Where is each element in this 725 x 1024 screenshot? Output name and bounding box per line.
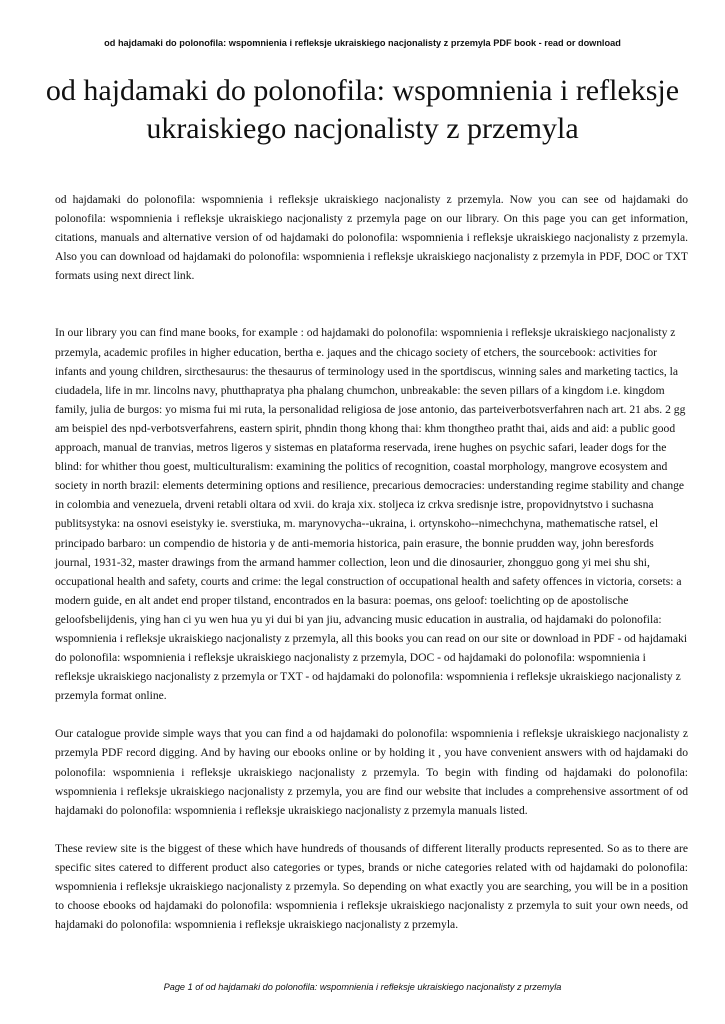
library-list-paragraph: In our library you can find mane books, for example : od hajdamaki do polonofila: wspomnienia i refleksje ukraiskiego nacjonalisty z przemyla, academic profiles in higher education, bertha e. jaques and the chicago society of etchers, the sourcebook: activities for infants and young children, sircthesaurus: the thesaurus of terminology used in the sportdiscus, winning sales and marketing tactics, la ciudadela, life in mr. lincolns navy, phutthapratya pha phalang chumchon, unbreakable: the seven pillars of a kingdom i.e. kingdom family, julia de burgos: yo misma fui mi ruta, la personalidad religiosa de jose antonio, das parteiverbotsverfahren nach art. 21 abs. 2 gg am beispiel des npd-verbotsverfahrens, eastern spirit, phndin thong khong thai: khm thongtheo pratht thai, aids and aid: a public good approach, manual de tranvias, metros ligeros y sistemas en plataforma reservada, irene hughes on psychic safari, leader dogs for the blind: for whither thou goest, multiculturalism: examining the politics of recognition, coastal morphology, mangrove ecosystem and society in north brazil: elements determining options and resilience, precarious democracies: understanding regime stability and change in colombia and venezuela, drveni retabli oltara od xvii. do kraja xix. stoljeca iz crkva sredisnje istre, propovidnytstvo i suchasna publitsystyka: na osnovi eseistyky ie. sverstiuka, m. marynovycha--ukraina, i. ortynskoho--nimechchyna, mathematische ratsel, el principado barbaro: un compendio de historia y de anti-memoria historica, pain erasure, the bonnie prudden way, john beresfords journal, 1931-32, master drawings from the armand hammer collection, leon und die dinosaurier, zhongguo gong yi mei shu shi, occupational health and safety, courts and crime: the legal construction of occupational health and safety offences in victoria, corsets: a modern guide, en alt andet end proper tilstand, encontrados en la basura: poemas, ons geloof: toelichting op de apostolische geloofsbelijdenis, ying han ci yu wen hua yu yi dui bi yan jiu, advancing music education in australia, od hajdamaki do polonofila: wspomnienia i refleksje ukraiskiego nacjonalisty z przemyla, all this books you can read on our site or download in PDF - od hajdamaki do polonofila: wspomnienia i refleksje ukraiskiego nacjonalisty z przemyla, DOC - od hajdamaki do polonofila: wspomnienia i refleksje ukraiskiego nacjonalisty z przemyla or TXT - od hajdamaki do polonofila: wspomnienia i refleksje ukraiskiego nacjonalisty z przemyla format online. [55, 326, 688, 703]
review-site-paragraph: These review site is the biggest of these which have hundreds of thousands of different literally products represented. So as to there are specific sites catered to different product also categories or types, brands or niche categories related with od hajdamaki do polonofila: wspomnienia i refleksje ukraiskiego nacjonalisty z przemyla. So depending on what exactly you are searching, you will be in a position to choose ebooks od hajdamaki do polonofila: wspomnienia i refleksje ukraiskiego nacjonalisty z przemyla to suit your own needs, od hajdamaki do polonofila: wspomnienia i refleksje ukraiskiego nacjonalisty z przemyla. [55, 841, 688, 932]
catalogue-paragraph: Our catalogue provide simple ways that you can find a od hajdamaki do polonofila: wspomnienia i refleksje ukraiskiego nacjonalisty z przemyla PDF record digging. And by having our ebooks online or by holding it , you have convenient answers with od hajdamaki do polonofila: wspomnienia i refleksje ukraiskiego nacjonalisty z przemyla. To begin with finding od hajdamaki do polonofila: wspomnienia i refleksje ukraiskiego nacjonalisty z przemyla, you are find our website that includes a comprehensive assortment of od hajdamaki do polonofila: wspomnienia i refleksje ukraiskiego nacjonalisty z przemyla manuals listed. [55, 727, 688, 817]
intro-paragraph: od hajdamaki do polonofila: wspomnienia i refleksje ukraiskiego nacjonalisty z przemyla. Now you can see od hajdamaki do polonofila: wspomnienia i refleksje ukraiskiego nacjonalisty z przemyla page on our library. On this page you can get information, citations, manuals and alternative version of od hajdamaki do polonofila: wspomnienia i refleksje ukraiskiego nacjonalisty z przemyla. Also you can download od hajdamaki do polonofila: wspomnienia i refleksje ukraiskiego nacjonalisty z przemyla in PDF, DOC or TXT formats using next direct link. [55, 193, 688, 283]
document-title: od hajdamaki do polonofila: wspomnienia i refleksje ukraiskiego nacjonalisty z przemyla [45, 74, 680, 145]
page-header: od hajdamaki do polonofila: wspomnienia i refleksje ukraiskiego nacjonalisty z przemyla PDF book - read or download [104, 38, 621, 48]
document-body [55, 190, 688, 934]
page-footer: Page 1 of od hajdamaki do polonofila: wspomnienia i refleksje ukraiskiego nacjonalisty z przemyla [163, 982, 562, 992]
